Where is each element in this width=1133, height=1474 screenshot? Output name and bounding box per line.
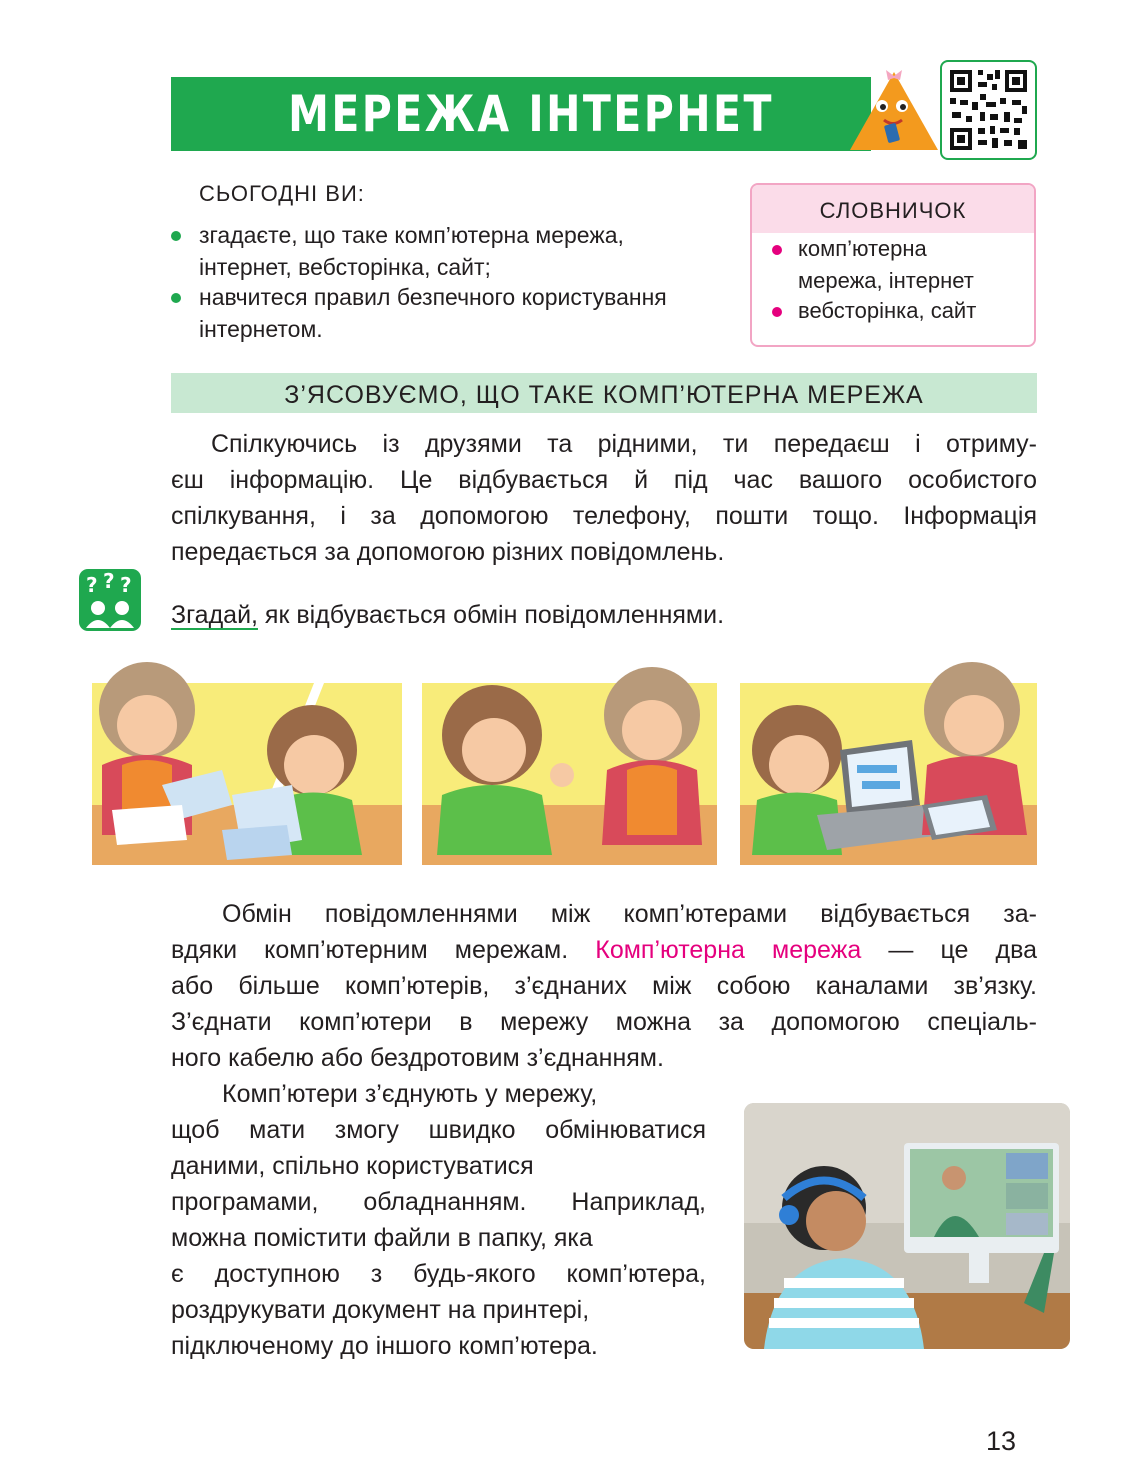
bullet-icon bbox=[772, 307, 782, 317]
objective-item bbox=[171, 219, 731, 283]
task-text bbox=[171, 597, 724, 633]
paragraph-line: даними, спільно користуватися bbox=[171, 1152, 534, 1180]
glossary-title: СЛОВНИЧОК bbox=[752, 185, 1034, 233]
glossary-term: мережа, інтернет bbox=[798, 268, 974, 293]
paragraph-line: є доступною з будь-якого комп’ютера, bbox=[171, 1260, 706, 1288]
objectives-title: СЬОГОДНІ ВИ: bbox=[199, 181, 365, 206]
page-number: 13 bbox=[986, 1426, 1017, 1456]
paragraph-line: Комп’ютери з’єднують у мережу, bbox=[222, 1080, 598, 1108]
paragraph-line bbox=[171, 932, 1037, 968]
main-paragraph bbox=[171, 896, 1037, 1076]
message-exchange-comic-icon bbox=[92, 655, 1037, 865]
discussion-question-icon bbox=[78, 568, 142, 632]
glossary-item bbox=[772, 295, 976, 327]
glossary-item bbox=[772, 233, 974, 297]
paragraph-line: З’єднати комп’ютери в мережу можна за допомогою спеціаль- bbox=[171, 1008, 1037, 1036]
paragraph-line: єш інформацію. Це відбувається й під час вашого особистого bbox=[171, 466, 1037, 494]
page-title: МЕРЕЖА ІНТЕРНЕТ bbox=[288, 85, 774, 143]
objective-item bbox=[171, 281, 731, 345]
glossary-term: комп’ютерна bbox=[798, 236, 927, 261]
remember-link[interactable]: Згадай, bbox=[171, 601, 258, 629]
objective-line: згадаєте, що таке комп’ютерна мережа, bbox=[199, 222, 624, 248]
intro-paragraph bbox=[171, 426, 1037, 570]
objective-line: навчитеся правил безпечного користування bbox=[199, 284, 667, 310]
text-segment: — це два bbox=[861, 936, 1037, 964]
qr-code[interactable] bbox=[940, 60, 1037, 160]
paragraph-line: роздрукувати документ на принтері, bbox=[171, 1296, 590, 1324]
paragraph-line: спілкування, і за допомогою телефону, пошти тощо. Інформація bbox=[171, 502, 1037, 530]
paragraph-line: передається за допомогою різних повідомлень. bbox=[171, 538, 725, 566]
orange-triangle-mascot-icon bbox=[846, 64, 942, 156]
glossary-box bbox=[750, 183, 1036, 347]
svg-text:?: ? bbox=[86, 573, 98, 597]
task-rest: як відбувається обмін повідомленнями. bbox=[257, 601, 725, 629]
paragraph-line: можна помістити файли в папку, яка bbox=[171, 1224, 593, 1252]
svg-text:?: ? bbox=[120, 573, 132, 597]
second-paragraph bbox=[171, 1076, 706, 1364]
paragraph-line: програмами, обладнанням. Наприклад, bbox=[171, 1188, 706, 1216]
paragraph-line: підключеному до іншого комп’ютера. bbox=[171, 1332, 598, 1360]
paragraph-line: щоб мати змогу швидко обмінюватися bbox=[171, 1116, 706, 1144]
bullet-icon bbox=[171, 293, 181, 303]
paragraph-line: Спілкуючись із друзями та рідними, ти передаєш і отриму- bbox=[211, 430, 1037, 458]
paragraph-line: ного кабелю або бездротовим з’єднанням. bbox=[171, 1044, 664, 1072]
objective-line: інтернетом. bbox=[199, 316, 323, 342]
bullet-icon bbox=[171, 231, 181, 241]
svg-text:?: ? bbox=[103, 569, 115, 593]
objective-line: інтернет, вебсторінка, сайт; bbox=[199, 254, 491, 280]
section-title: З’ЯСОВУЄМО, ЩО ТАКЕ КОМП’ЮТЕРНА МЕРЕЖА bbox=[284, 381, 924, 409]
glossary-term: вебсторінка, сайт bbox=[798, 298, 977, 323]
term-computer-network: Комп’ютерна мережа bbox=[595, 936, 862, 964]
bullet-icon bbox=[772, 245, 782, 255]
child-online-lesson-photo-icon bbox=[744, 1103, 1070, 1349]
qr-code-icon bbox=[942, 62, 1035, 158]
text-segment: вдяки комп’ютерним мережам. bbox=[171, 936, 596, 964]
paragraph-line: Обмін повідомленнями між комп’ютерами відбувається за- bbox=[222, 900, 1037, 928]
paragraph-line: або більше комп’ютерів, з’єднаних між собою каналами зв’язку. bbox=[171, 972, 1037, 1000]
